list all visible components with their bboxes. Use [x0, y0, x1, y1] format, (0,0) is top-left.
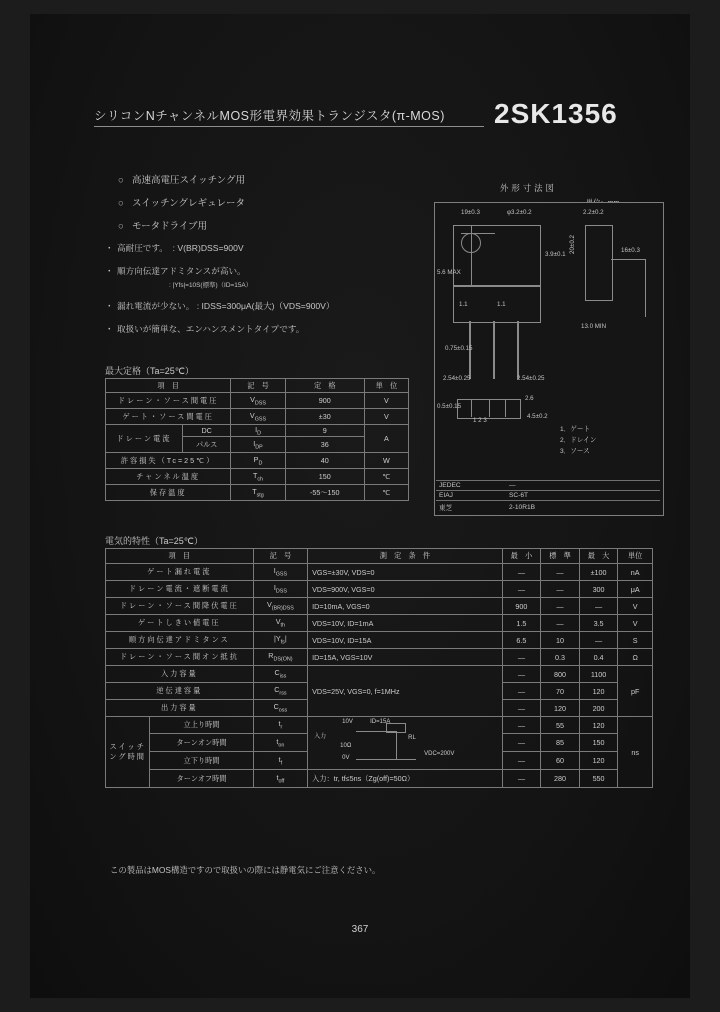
datasheet-page	[30, 14, 690, 998]
bullet-circle-icon: ○	[118, 198, 124, 209]
drawing-line	[505, 399, 506, 417]
list-item: ・ 漏れ電流が少ない。 : IDSS=300μA(最大)（VDS=900V）	[105, 301, 335, 311]
table-header-row: 項 目 記 号 定 格 単 位	[106, 379, 409, 393]
list-item: 1．ゲート	[560, 426, 591, 433]
switching-test-circuit: 10V ID=15A 入力 10Ω 0V RL VDC=200V	[308, 717, 503, 770]
max-ratings-table	[105, 378, 409, 501]
bullet-circle-icon: ○	[118, 175, 124, 186]
bullet-dot-icon: ・	[105, 266, 114, 276]
list-item: ・ 取扱いが簡単な、エンハンスメントタイプです。	[105, 324, 305, 334]
max-ratings-caption: 最大定格（Ta=25℃）	[105, 366, 194, 376]
jedec-table	[436, 480, 660, 513]
package-drawing-title: 外形寸法図	[500, 183, 557, 193]
list-item: ○ モータドライブ用	[118, 221, 208, 232]
package-side-view	[585, 225, 613, 301]
bullet-circle-icon: ○	[118, 221, 124, 232]
list-item: ・ 順方向伝達アドミタンスが高い。 : |Yfs|=10S(標準)（ID=15A）	[105, 266, 253, 289]
table-row: ターンオン時間 $t_{on}$ — 85 150	[106, 734, 653, 752]
table-row: ゲート・ソース間電圧 $V_{GSS}$ ±30 V	[106, 409, 409, 425]
elec-chars-caption: 電気的特性（Ta=25℃）	[105, 536, 203, 546]
drawing-line	[489, 399, 490, 417]
table-row: 許容損失（Tc=25℃） $P_D$ 40 W	[106, 453, 409, 469]
drawing-line	[396, 731, 397, 759]
list-item: ・ 高耐圧です。 : V(BR)DSS=900V	[105, 243, 244, 253]
table-row: ドレーン電流 DC $I_D$ 9 A	[106, 425, 409, 437]
list-item: ○ 高速高電圧スイッチング用	[118, 175, 245, 186]
table-row: チャンネル温度 $T_{ch}$ 150 ℃	[106, 469, 409, 485]
table-row: ドレーン・ソース間電圧 $V_{DSS}$ 900 V	[106, 393, 409, 409]
drawing-line	[611, 259, 645, 260]
drawing-line	[471, 225, 472, 285]
table-row: 立下り時間 $t_f$ — 60 120	[106, 752, 653, 770]
part-number: 2SK1356	[494, 98, 618, 129]
table-row: 順方向伝達アドミタンス $|Y_{fs}|$ VDS=10V, ID=15A 6.5 10 — S	[106, 632, 653, 649]
lead-3	[517, 321, 519, 379]
drawing-line	[471, 399, 472, 417]
table-row: 東芝 2-10R1B	[436, 501, 660, 514]
table-row: ドレーン・ソース間降伏電圧 $V_{(BR)DSS}$ ID=10mA, VGS=0 900 — — V	[106, 598, 653, 615]
bullet-dot-icon: ・	[105, 324, 114, 334]
table-row: ドレーン・ソース間オン抵抗 $R_{DS(ON)}$ ID=15A, VGS=10V — 0.3 0.4 Ω	[106, 649, 653, 666]
table-header-row: 項 目 記 号 測 定 条 件 最 小 標 準 最 大 単位	[106, 549, 653, 564]
drawing-line	[356, 759, 416, 760]
list-item: 3．ソース	[560, 448, 590, 455]
table-row: ドレーン電流・遮断電流 $I_{DSS}$ VDS=900V, VGS=0 — — 300 μA	[106, 581, 653, 598]
table-row: 保存温度 $T_{stg}$ -55～150 ℃	[106, 485, 409, 501]
table-row: 逆伝達容量 $C_{rss}$ — 70 120	[106, 683, 653, 700]
table-row: スイッチング時間 立上り時間 $t_r$ 10V ID=15A 入力 10Ω 0V RL VDC=200V — 55 120 ns	[106, 717, 653, 734]
feature-list	[118, 172, 418, 241]
page-header	[94, 98, 654, 150]
electrical-characteristics-table	[105, 548, 653, 788]
table-row: 出力容量 $C_{oss}$ — 120 200	[106, 700, 653, 717]
lead-2	[493, 321, 495, 379]
list-item: 2．ドレイン	[560, 437, 597, 444]
bullet-dot-icon: ・	[105, 243, 114, 253]
table-row: ゲートしきい値電圧 $V_{th}$ VDS=10V, ID=1mA 1.5 — 3.5 V	[106, 615, 653, 632]
bullet-dot-icon: ・	[105, 301, 114, 311]
header-rule	[94, 126, 484, 127]
table-row: パルス $I_{DP}$ 36	[106, 437, 409, 453]
resistor-symbol	[386, 723, 406, 733]
table-row: ターンオフ時間 $t_{off}$ 入力：tr, tf≤5ns（Zg(off)=50Ω） — 280 550	[106, 770, 653, 788]
table-row: JEDEC —	[436, 481, 660, 491]
drawing-line	[645, 259, 646, 317]
handling-note: この製品はMOS構造ですので取扱いの際には静電気にご注意ください。	[110, 865, 381, 875]
document-subtitle: シリコンNチャンネルMOS形電界効果トランジスタ(π-MOS)	[94, 109, 445, 123]
table-row: 入力容量 $C_{iss}$ VDS=25V, VGS=0, f=1MHz — 800 1100 pF	[106, 666, 653, 683]
table-row: EIAJ SC-6T	[436, 491, 660, 501]
page-number: 367	[351, 924, 369, 935]
pin-assignment-list	[560, 424, 596, 457]
package-outline-drawing: 1 2 3 19±0.3 φ3.2±0.2 2.2±0.2 3.9±0.1 20±0.2 16±0.3 5.6 MAX 1.1 1.1 13.0 MIN 0.75±0.15 2.54±0.25 2.54±0.25 2.6 0.5±0.15 4.5±0.2	[434, 202, 664, 516]
list-item: ○ スイッチングレギュレータ	[118, 198, 245, 209]
spec-bullet-list	[105, 242, 425, 346]
table-row: ゲート漏れ電流 $I_{GSS}$ VGS=±30V, VDS=0 — — ±100 nA	[106, 564, 653, 581]
